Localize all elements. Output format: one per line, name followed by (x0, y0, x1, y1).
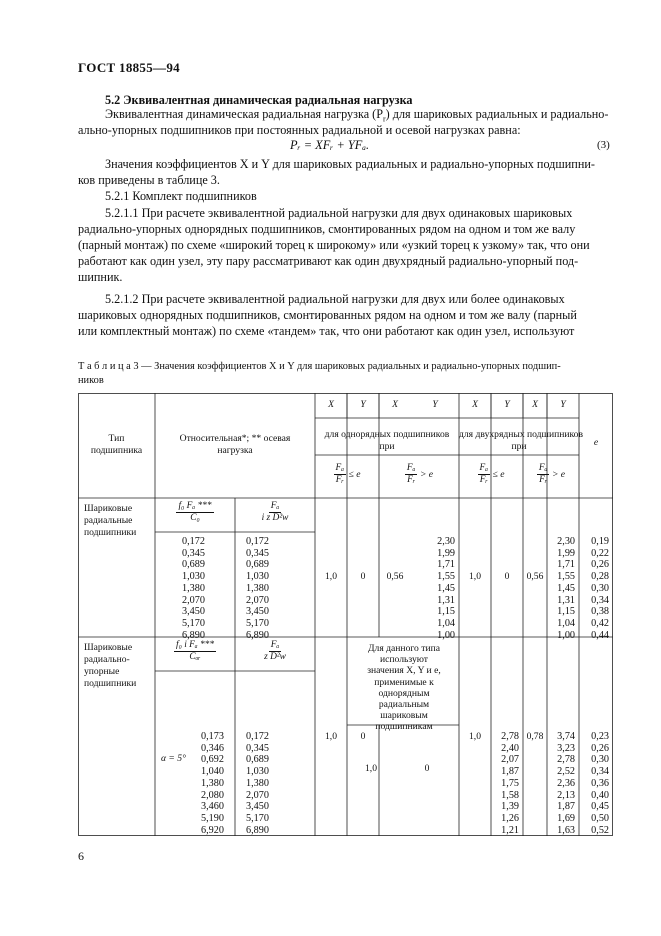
group2-note: Для данного типа используют значения X, Y и e, применимые к однорядным радиальным шариковым подшипникам (367, 643, 441, 733)
header-relative-load: Относительная*; ** осевая нагрузка (179, 433, 291, 456)
header-single-row: для однорядных подшипников при (324, 429, 450, 452)
header-y: Y (360, 399, 366, 410)
header-x: X (328, 399, 334, 410)
group2-x4: 0,78 (526, 731, 544, 742)
table-grid (78, 393, 613, 836)
group2-col2-values: 0,172 0,345 0,689 1,030 1,380 2,070 3,450 5,170 6,890 (246, 731, 269, 836)
header-x: X (392, 399, 398, 410)
group2-y4-values: 3,74 3,23 2,78 2,52 2,36 2,13 1,87 1,69 1,63 (557, 731, 575, 836)
group1-x2: 0,56 (386, 571, 404, 582)
group1-x4: 0,56 (526, 571, 544, 582)
group1-col1-values: 0,172 0,345 0,689 1,030 1,380 2,070 3,450 5,170 6,890 (182, 536, 205, 641)
group2-alpha: α = 5° (161, 753, 186, 764)
condition-gt: $\frac{\text{Fₐ}}{\text{Fᵣ}}$ > e (538, 463, 566, 485)
paragraph-line: шариковых однорядных подшипников, смонтированных рядом на одном и том же валу (парный (78, 308, 577, 322)
header-x: X (472, 399, 478, 410)
document-header: ГОСТ 18855—94 (78, 60, 180, 75)
header-x: X (532, 399, 538, 410)
condition-gt: $\frac{\text{Fₐ}}{\text{Fᵣ}}$ > e (406, 463, 434, 485)
header-y: Y (432, 399, 438, 410)
group1-y2-values: 2,30 1,99 1,71 1,55 1,45 1,31 1,15 1,04 1,00 (437, 536, 455, 641)
group2-x1: 1,0 (325, 731, 337, 742)
group1-x3: 1,0 (469, 571, 481, 582)
group2-x2: 1,0 (365, 763, 377, 774)
group1-col2-header: $\frac{\text{Fₐ}}{\text{i z D²w}}$ (261, 501, 289, 523)
condition-le: $\frac{\text{Fₐ}}{\text{Fᵣ}}$ ≤ e (335, 463, 361, 485)
coefficients-table (78, 393, 613, 836)
paragraph-line: ков приведены в таблице 3. (78, 173, 220, 187)
group2-e-values: 0,23 0,26 0,30 0,34 0,36 0,40 0,45 0,50 0,52 (591, 731, 609, 836)
header-e: e (593, 437, 599, 448)
subsection-title: 5.2.1 Комплект подшипников (105, 189, 257, 203)
header-y: Y (560, 399, 566, 410)
paragraph-line: 5.2.1.2 При расчете эквивалентной радиальной нагрузки для двух или более одинаковых (105, 292, 565, 306)
group2-y2: 0 (424, 763, 430, 774)
paragraph-line: радиально-упорных однорядных подшипников, смонтированных рядом на одном и том же валу (78, 222, 576, 236)
table-caption: Т а б л и ц а 3 — Значения коэффициентов X и Y для шариковых радиальных и радиально-упорных подшип- ников (78, 361, 561, 386)
page-number: 6 (78, 849, 84, 863)
group2-x3: 1,0 (469, 731, 481, 742)
group1-col2-values: 0,172 0,345 0,689 1,030 1,380 2,070 3,450 5,170 6,890 (246, 536, 269, 641)
group1-e-values: 0,19 0,22 0,26 0,28 0,30 0,34 0,38 0,42 0,44 (591, 536, 609, 641)
group2-col2-header: $\frac{\text{Fₐ}}{\text{z D²w}}$ (264, 640, 286, 662)
group1-type: Шариковые радиальные подшипники (84, 503, 137, 538)
paragraph-line: работают как один узел, эту пару рассматривают как один двухрядный радиально-упорный под- (78, 254, 579, 268)
group1-x1: 1,0 (325, 571, 337, 582)
group1-y4-values: 2,30 1,99 1,71 1,55 1,45 1,31 1,15 1,04 1,00 (557, 536, 575, 641)
formula: Pᵣ = XFᵣ + YFₐ. (290, 138, 370, 152)
paragraph-line: Значения коэффициентов X и Y для шариковых радиальных и радиально-упорных подшипни- (105, 157, 595, 171)
group1-y1: 0 (360, 571, 366, 582)
formula-number: (3) (597, 139, 610, 151)
paragraph-line: Эквивалентная динамическая радиальная нагрузка $(P_r)$ для шариковых радиальных и радиально- (105, 107, 609, 124)
group2-y3-values: 2,78 2,40 2,07 1,87 1,75 1,58 1,39 1,26 1,21 (501, 731, 519, 836)
group2-col1-header: $\frac{\text{f₀ i Fₐ ***}}{\text{Cₒᵣ}}$ (175, 640, 215, 662)
group1-col1-header: $\frac{\text{f₀ Fₐ ***}}{\text{C₀}}$ (178, 501, 212, 523)
paragraph-line: 5.2.1.1 При расчете эквивалентной радиальной нагрузки для двух одинаковых шариковых (105, 206, 573, 220)
condition-le: $\frac{\text{Fₐ}}{\text{Fᵣ}}$ ≤ e (479, 463, 505, 485)
group1-y3: 0 (504, 571, 510, 582)
paragraph-line: (парный монтаж) по схеме «широкий торец к широкому» или «узкий торец к узкому» так, что они (78, 238, 590, 252)
paragraph-line: шипник. (78, 270, 123, 284)
header-type: Тип подшипника (90, 433, 143, 456)
paragraph-line: или комплектный монтаж) по схеме «тандем» так, что они работают как один узел, используют (78, 324, 575, 338)
group2-y1: 0 (360, 731, 366, 742)
header-y: Y (504, 399, 510, 410)
section-title: 5.2 Эквивалентная динамическая радиальная нагрузка (105, 93, 413, 107)
paragraph-line: ально-упорных подшипников при постоянных радиальной и осевой нагрузках равна: (78, 123, 521, 137)
group2-type: Шариковые радиально- упорные подшипники (84, 642, 137, 689)
group2-col1-values: 0,173 0,346 0,692 1,040 1,380 2,080 3,460 5,190 6,920 (201, 731, 224, 836)
header-double-row: для двухрядных подшипников при (459, 429, 583, 452)
